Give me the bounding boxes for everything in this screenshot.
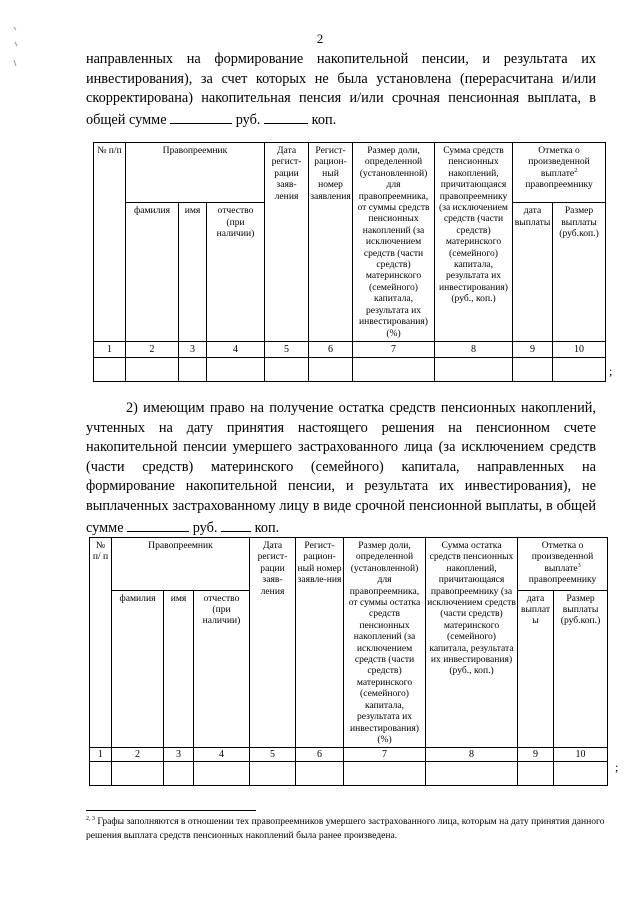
header-name: имя <box>164 590 194 748</box>
sum-kop-blank-1[interactable] <box>264 109 308 124</box>
empty-cell[interactable] <box>90 762 112 786</box>
empty-cell[interactable] <box>554 762 608 786</box>
header-payment-mark: Отметка о произведенной выплате$^3$ правопреемнику <box>518 538 608 591</box>
column-numbers-row <box>90 748 608 762</box>
successors-table-1 <box>93 142 606 382</box>
footnote <box>86 815 606 843</box>
rub-label-2: руб. <box>192 519 218 536</box>
footnote-rule <box>86 810 256 811</box>
col-number: 4 <box>207 341 265 357</box>
empty-cell[interactable] <box>112 762 164 786</box>
empty-cell[interactable] <box>194 762 250 786</box>
col-number: 1 <box>94 341 126 357</box>
col-number: 6 <box>309 341 353 357</box>
empty-cell[interactable] <box>426 762 518 786</box>
table-row <box>90 762 608 786</box>
col-number: 10 <box>553 341 606 357</box>
col-number: 7 <box>344 748 426 762</box>
empty-cell[interactable] <box>309 357 353 381</box>
col-number: 10 <box>554 748 608 762</box>
header-num: № п/п <box>94 143 126 342</box>
paragraph-1 <box>86 50 596 130</box>
footnote-text: Графы заполняются в отношении тех правопреемников умершего застрахованного лица, которым на дату принятия данного решения выплата средств пенсионных накоплений была ранее произведена. <box>86 816 605 841</box>
header-pay-amount: Размер выплаты (руб.коп.) <box>554 590 608 748</box>
empty-cell[interactable] <box>353 357 435 381</box>
margin-mark-icon <box>12 22 26 72</box>
col-number: 9 <box>513 341 553 357</box>
table-row <box>94 357 606 381</box>
header-patronymic: отчество (при наличии) <box>194 590 250 748</box>
col-number: 5 <box>265 341 309 357</box>
rub-label-1: руб. <box>235 111 261 128</box>
empty-cell[interactable] <box>518 762 554 786</box>
sum-rub-blank-2[interactable] <box>127 517 189 532</box>
header-surname: фамилия <box>126 203 179 342</box>
col-number: 2 <box>126 341 179 357</box>
table-1-semicolon: ; <box>609 364 613 378</box>
col-number: 7 <box>353 341 435 357</box>
empty-cell[interactable] <box>207 357 265 381</box>
col-number: 6 <box>296 748 344 762</box>
header-sum: Сумма средств пенсионных накоплений, причитающаяся правопреемнику (за исключением средств (части средств) материнского (семейного) капитала, результата их инвестирования) (руб., коп.) <box>435 143 513 342</box>
sum-kop-blank-2[interactable] <box>221 517 251 532</box>
empty-cell[interactable] <box>94 357 126 381</box>
header-share: Размер доли, определенной (установленной) для правопреемника, от суммы средств пенсионных накоплений (за исключением средств (части средств) материнского (семейного) капитала, результата их инвестирования) (%) <box>353 143 435 342</box>
empty-cell[interactable] <box>250 762 296 786</box>
paragraph-2 <box>86 399 596 538</box>
col-number: 3 <box>179 341 207 357</box>
header-successor: Правопреемник <box>126 143 265 203</box>
page-number: 2 <box>316 31 324 46</box>
col-number: 8 <box>435 341 513 357</box>
empty-cell[interactable] <box>164 762 194 786</box>
header-reg-date: Дата регист-рации заяв-ления <box>265 143 309 342</box>
col-number: 4 <box>194 748 250 762</box>
header-pay-amount: Размер выплаты (руб.коп.) <box>553 203 606 342</box>
empty-cell[interactable] <box>179 357 207 381</box>
header-successor: Правопреемник <box>112 538 250 591</box>
header-reg-number: Регист-рацион-ный номер заявле-ния <box>296 538 344 748</box>
column-numbers-row <box>94 341 606 357</box>
header-reg-number: Регист-рацион-ный номер заявления <box>309 143 353 342</box>
successors-table-2 <box>89 537 608 786</box>
paragraph-2-text: 2) имеющим право на получение остатка средств пенсионных накоплений, учтенных на дату принятия настоящего решения на пенсионном счете накопительной пенсии умершего застрахованного лица (за исключением средств (части средств) материнского (семейного) капитала, направленных на формирование накопительной пенсии, и результата их инвестирования), не выплаченных застрахованному лицу в виде срочной пенсионной выплаты, в общей сумме <box>86 400 596 536</box>
empty-cell[interactable] <box>435 357 513 381</box>
kop-label-2: коп. <box>254 519 280 536</box>
header-share: Размер доли, определенной (установленной) для правопреемника, от суммы остатка средств пенсионных накоплений (за исключением средств (части средств) материнского (семейного) капитала, результата их инвестирования) (%) <box>344 538 426 748</box>
header-payment-mark: Отметка о произведенной выплате$^2$ правопреемнику <box>513 143 606 203</box>
col-number: 8 <box>426 748 518 762</box>
header-sum: Сумма остатка средств пенсионных накоплений, причитающаяся правопреемнику (за исключением средств (части средств) материнского (семейного) капитала, результата их инвестирования) (руб., коп.) <box>426 538 518 748</box>
empty-cell[interactable] <box>513 357 553 381</box>
table-2-semicolon: ; <box>615 760 619 774</box>
col-number: 5 <box>250 748 296 762</box>
col-number: 9 <box>518 748 554 762</box>
kop-label-1: коп. <box>311 111 337 128</box>
col-number: 1 <box>90 748 112 762</box>
header-pay-date: дата выплаты <box>518 590 554 748</box>
empty-cell[interactable] <box>126 357 179 381</box>
header-surname: фамилия <box>112 590 164 748</box>
footnote-marks: 2, 3 <box>86 815 95 822</box>
header-num: № п/ п <box>90 538 112 748</box>
paragraph-1-text: направленных на формирование накопительной пенсии, и результата их инвестирования), за счет которых не была установлена (перерасчитана и/или скорректирована) накопительная пенсия и/или срочная пенсионная выплата, в общей сумме <box>86 51 596 128</box>
header-reg-date: Дата регист-рации заяв-ления <box>250 538 296 748</box>
sum-rub-blank-1[interactable] <box>170 109 232 124</box>
empty-cell[interactable] <box>344 762 426 786</box>
header-name: имя <box>179 203 207 342</box>
empty-cell[interactable] <box>296 762 344 786</box>
col-number: 2 <box>112 748 164 762</box>
col-number: 3 <box>164 748 194 762</box>
empty-cell[interactable] <box>265 357 309 381</box>
empty-cell[interactable] <box>553 357 606 381</box>
header-pay-date: дата выплаты <box>513 203 553 342</box>
header-patronymic: отчество (при наличии) <box>207 203 265 342</box>
